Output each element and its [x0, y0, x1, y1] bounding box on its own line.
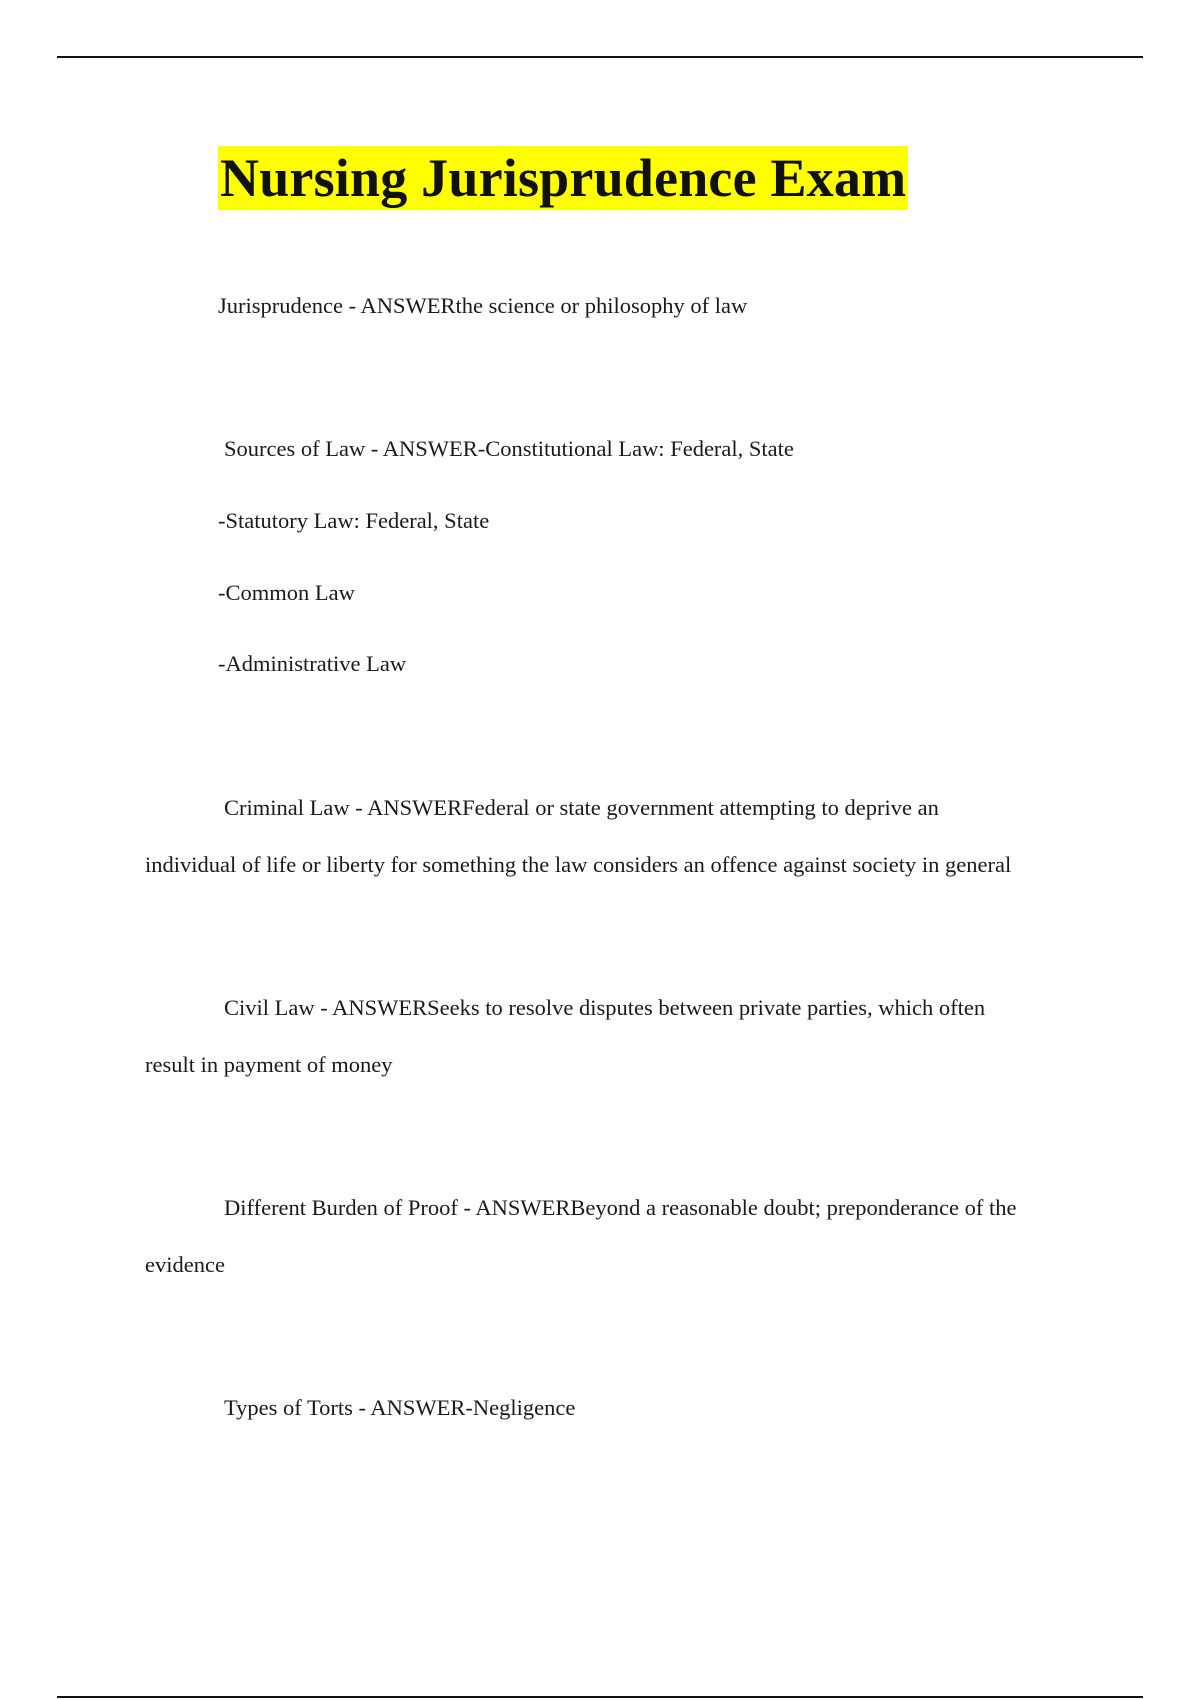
top-rule: [57, 56, 1143, 58]
entry-civil-law-line-1: Civil Law - ANSWERSeeks to resolve disputes between private parties, which often: [224, 995, 986, 1020]
entry-sources-of-law-line-4: -Administrative Law: [218, 651, 407, 676]
entry-sources-of-law-line-3: -Common Law: [218, 580, 355, 605]
entry-burden-of-proof-line-2: evidence: [145, 1252, 225, 1277]
entry-jurisprudence-line-1: Jurisprudence - ANSWERthe science or philosophy of law: [218, 293, 748, 318]
entry-sources-of-law-line-1: Sources of Law - ANSWER-Constitutional Law: Federal, State: [224, 436, 794, 461]
entry-criminal-law-line-1: Criminal Law - ANSWERFederal or state government attempting to deprive an: [224, 795, 939, 820]
document-title: Nursing Jurisprudence Exam: [220, 148, 907, 208]
entry-sources-of-law-line-2: -Statutory Law: Federal, State: [218, 508, 490, 533]
entry-civil-law-line-2: result in payment of money: [145, 1052, 393, 1077]
entry-criminal-law-line-2: individual of life or liberty for something the law considers an offence against society in general: [145, 852, 1012, 877]
entry-types-of-torts-line-1: Types of Torts - ANSWER-Negligence: [224, 1395, 576, 1420]
entry-burden-of-proof-line-1: Different Burden of Proof - ANSWERBeyond a reasonable doubt; preponderance of the: [224, 1195, 1017, 1220]
bottom-rule: [57, 1696, 1143, 1698]
